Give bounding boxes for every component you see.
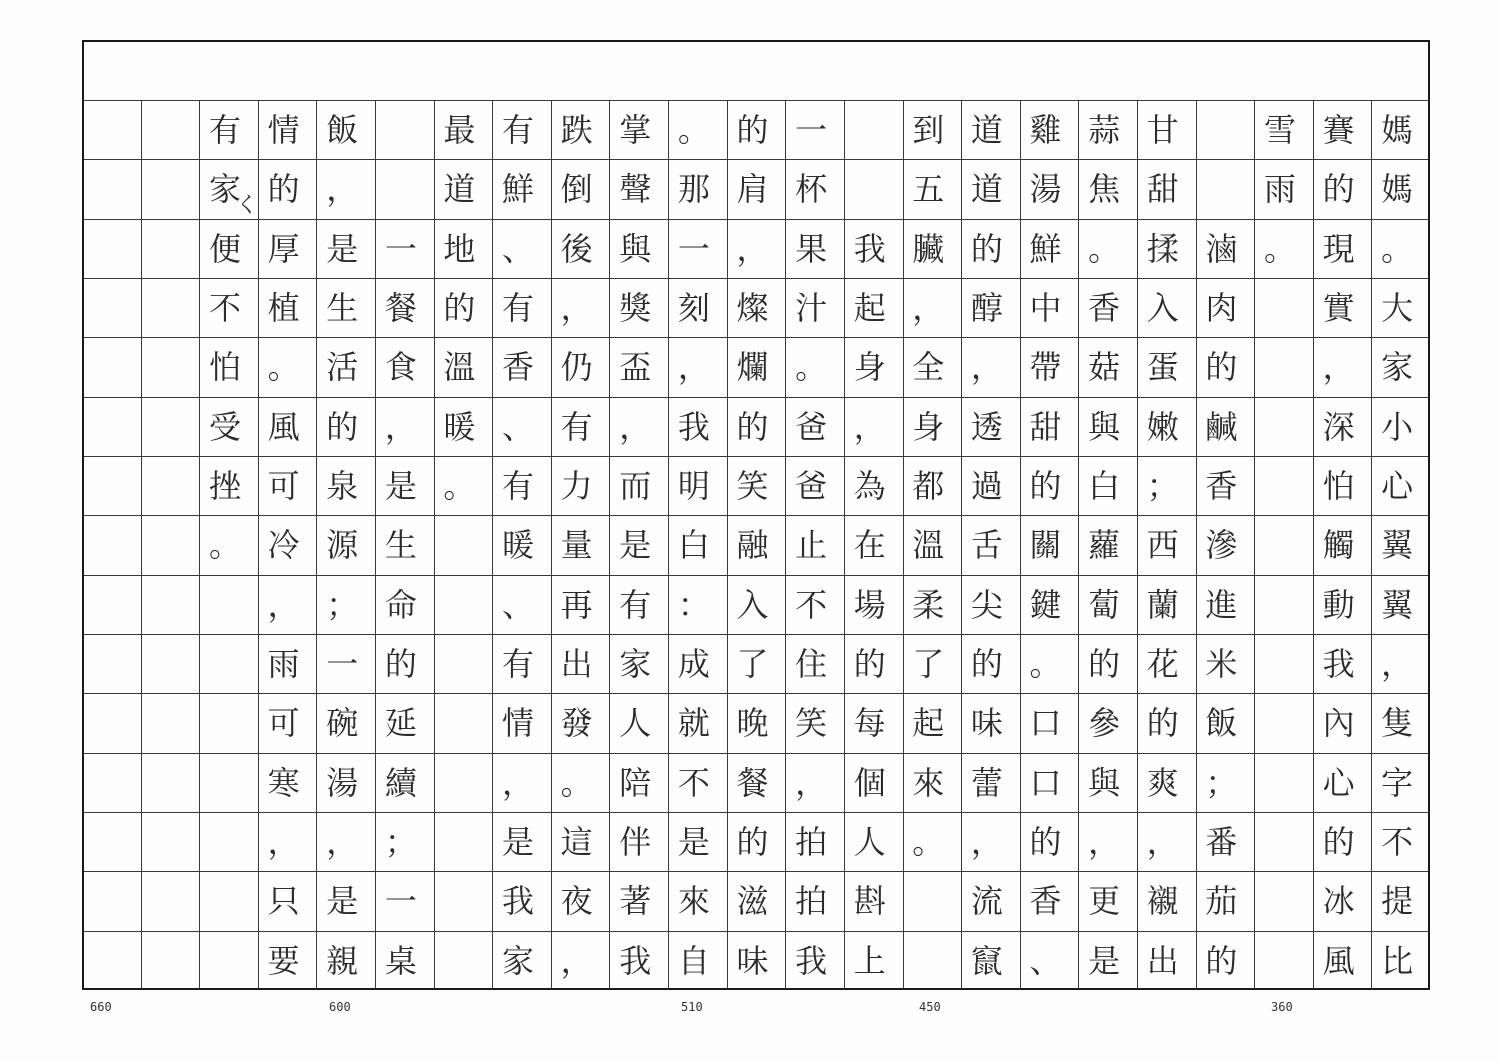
- grid-cell: 那: [668, 159, 727, 218]
- grid-cell: 柔: [903, 575, 962, 634]
- grid-cell: 白: [668, 515, 727, 574]
- grid-cell: 的: [1313, 159, 1372, 218]
- grid-cell: 延: [375, 693, 434, 752]
- grid-cell: 臟: [903, 219, 962, 278]
- grid-cell: 挫: [199, 456, 258, 515]
- grid-cell: 笑: [785, 693, 844, 752]
- grid-cell: 的: [727, 812, 786, 871]
- grid-cell: 是: [1078, 931, 1137, 990]
- grid-cell: 情: [492, 693, 551, 752]
- grid-cell: 肩: [727, 159, 786, 218]
- grid-cell: 獎: [609, 278, 668, 337]
- grid-cell: 香: [1078, 278, 1137, 337]
- grid-cell: 道: [434, 159, 493, 218]
- grid-cell: 明: [668, 456, 727, 515]
- grid-cell: 。: [434, 456, 493, 515]
- grid-cell: ，: [375, 397, 434, 456]
- grid-cell: 餐: [375, 278, 434, 337]
- grid-cell: 爽: [1137, 753, 1196, 812]
- grid-cell: 味: [727, 931, 786, 990]
- grid-cell: 到: [903, 100, 962, 159]
- grid-cell: ；: [316, 575, 375, 634]
- character-count-label: 660: [90, 1000, 112, 1014]
- grid-cell: 暖: [492, 515, 551, 574]
- grid-cell: 甜: [1020, 397, 1079, 456]
- grid-cell: 怕: [1313, 456, 1372, 515]
- grid-cell: 就: [668, 693, 727, 752]
- grid-cell: 花: [1137, 634, 1196, 693]
- grid-cell: 最: [434, 100, 493, 159]
- grid-cell: 一: [668, 219, 727, 278]
- grid-cell: 一: [316, 634, 375, 693]
- grid-cell: 中: [1020, 278, 1079, 337]
- grid-cell: 觸: [1313, 515, 1372, 574]
- grid-cell: ，: [1313, 337, 1372, 396]
- grid-cell: ；: [375, 812, 434, 871]
- grid-cell: 續: [375, 753, 434, 812]
- grid-cell: 。: [1254, 219, 1313, 278]
- grid-cell: 要: [258, 931, 317, 990]
- grid-cell: 我: [492, 871, 551, 930]
- grid-cell: 是: [609, 515, 668, 574]
- grid-cell: 。: [903, 812, 962, 871]
- grid-cell: 媽: [1371, 159, 1430, 218]
- grid-cell: 與: [609, 219, 668, 278]
- grid-cell: 爛: [727, 337, 786, 396]
- grid-cell: 、: [492, 397, 551, 456]
- grid-cell: 有: [199, 100, 258, 159]
- grid-cell: 媽: [1371, 100, 1430, 159]
- grid-cell: 鹹: [1196, 397, 1255, 456]
- grid-cell: 每: [844, 693, 903, 752]
- grid-cell: 一: [785, 100, 844, 159]
- grid-cell: 口: [1020, 693, 1079, 752]
- grid-cell: 泉: [316, 456, 375, 515]
- grid-cell: 的: [1196, 337, 1255, 396]
- grid-cell: 我: [844, 219, 903, 278]
- grid-cell: 而: [609, 456, 668, 515]
- grid-cell: 止: [785, 515, 844, 574]
- grid-cell: 蒜: [1078, 100, 1137, 159]
- grid-cell: 。: [199, 515, 258, 574]
- grid-cell: 斟: [844, 871, 903, 930]
- grid-cell: ，: [903, 278, 962, 337]
- grid-cell: 竄: [961, 931, 1020, 990]
- grid-cell: 蛋: [1137, 337, 1196, 396]
- grid-cell: 後: [551, 219, 610, 278]
- grid-cell: 怕: [199, 337, 258, 396]
- grid-cell: 可: [258, 456, 317, 515]
- grid-cell: 、: [1020, 931, 1079, 990]
- grid-cell: 來: [668, 871, 727, 930]
- grid-cell: 肉: [1196, 278, 1255, 337]
- sheet-frame: [82, 40, 1430, 990]
- grid-cell: 家: [492, 931, 551, 990]
- grid-cell: 地: [434, 219, 493, 278]
- grid-cell: 流: [961, 871, 1020, 930]
- grid-cell: 。: [551, 753, 610, 812]
- grid-cell: 命: [375, 575, 434, 634]
- grid-cell: 了: [903, 634, 962, 693]
- grid-cell: 跌: [551, 100, 610, 159]
- grid-cell: 與: [1078, 753, 1137, 812]
- grid-cell: ；: [1196, 753, 1255, 812]
- grid-cell: 出: [551, 634, 610, 693]
- grid-cell: 不: [199, 278, 258, 337]
- grid-cell: ；: [1137, 456, 1196, 515]
- grid-cell: 生: [375, 515, 434, 574]
- grid-cell: ，: [316, 812, 375, 871]
- grid-cell: 白: [1078, 456, 1137, 515]
- grid-cell: 入: [727, 575, 786, 634]
- grid-cell: 上: [844, 931, 903, 990]
- grid-cell: 溫: [903, 515, 962, 574]
- grid-cell: 受: [199, 397, 258, 456]
- grid-cell: 植: [258, 278, 317, 337]
- grid-cell: 生: [316, 278, 375, 337]
- grid-cell: 深: [1313, 397, 1372, 456]
- grid-cell: 自: [668, 931, 727, 990]
- grid-cell: 揉: [1137, 219, 1196, 278]
- grid-cell: ，: [609, 397, 668, 456]
- grid-cell: 有: [492, 278, 551, 337]
- grid-cell: 實: [1313, 278, 1372, 337]
- grid-cell: 我: [1313, 634, 1372, 693]
- grid-cell: 聲: [609, 159, 668, 218]
- grid-cell: 量: [551, 515, 610, 574]
- grid-cell: 的: [316, 397, 375, 456]
- grid-cell: 字: [1371, 753, 1430, 812]
- grid-cell: 鮮: [1020, 219, 1079, 278]
- grid-cell: 心: [1371, 456, 1430, 515]
- grid-cell: 的: [1313, 812, 1372, 871]
- grid-cell: 燦: [727, 278, 786, 337]
- grid-cell: 菇: [1078, 337, 1137, 396]
- grid-cell: 爸: [785, 397, 844, 456]
- grid-cell: 我: [668, 397, 727, 456]
- grid-cell: 厚: [258, 219, 317, 278]
- grid-cell: 不: [1371, 812, 1430, 871]
- grid-cell: 這: [551, 812, 610, 871]
- grid-cell: 爸: [785, 456, 844, 515]
- grid-cell: 有: [492, 100, 551, 159]
- grid-cell: 滷: [1196, 219, 1255, 278]
- grid-cell: 是: [316, 219, 375, 278]
- grid-cell: ，: [551, 278, 610, 337]
- grid-cell: 舌: [961, 515, 1020, 574]
- grid-cell: 心: [1313, 753, 1372, 812]
- grid-cell: 盃: [609, 337, 668, 396]
- grid-cell: 冷: [258, 515, 317, 574]
- grid-cell: 雨: [1254, 159, 1313, 218]
- character-count-label: 450: [919, 1000, 941, 1014]
- grid-cell: 現: [1313, 219, 1372, 278]
- grid-cell: 杯: [785, 159, 844, 218]
- grid-cell: 家: [609, 634, 668, 693]
- grid-cell: 隻: [1371, 693, 1430, 752]
- grid-cell: 滲: [1196, 515, 1255, 574]
- grid-cell: 起: [844, 278, 903, 337]
- grid-cell: ，: [844, 397, 903, 456]
- grid-cell: 的: [727, 397, 786, 456]
- character-count-label: 600: [329, 1000, 351, 1014]
- grid-cell: 過: [961, 456, 1020, 515]
- grid-cell: 、: [492, 219, 551, 278]
- grid-cell: ，: [961, 812, 1020, 871]
- grid-cell: 襯: [1137, 871, 1196, 930]
- grid-cell: 風: [1313, 931, 1372, 990]
- grid-cell: ，: [668, 337, 727, 396]
- grid-cell: 五: [903, 159, 962, 218]
- grid-cell: 來: [903, 753, 962, 812]
- grid-cell: 起: [903, 693, 962, 752]
- grid-cell: 尖: [961, 575, 1020, 634]
- grid-cell: 甘: [1137, 100, 1196, 159]
- grid-cell: 倒: [551, 159, 610, 218]
- grid-cell: 飯: [316, 100, 375, 159]
- grid-cell: 家: [199, 159, 258, 218]
- grid-cell: 道: [961, 159, 1020, 218]
- grid-cell: 翼: [1371, 515, 1430, 574]
- grid-cell: 米: [1196, 634, 1255, 693]
- grid-cell: 、: [492, 575, 551, 634]
- grid-cell: 與: [1078, 397, 1137, 456]
- grid-cell: 醇: [961, 278, 1020, 337]
- grid-cell: 蔔: [1078, 575, 1137, 634]
- grid-cell: 口: [1020, 753, 1079, 812]
- grid-cell: ，: [727, 219, 786, 278]
- grid-cell: 人: [609, 693, 668, 752]
- grid-cell: 是: [492, 812, 551, 871]
- grid-cell: 刻: [668, 278, 727, 337]
- grid-cell: 身: [903, 397, 962, 456]
- grid-cell: 的: [258, 159, 317, 218]
- grid-cell: 為: [844, 456, 903, 515]
- grid-cell: 茄: [1196, 871, 1255, 930]
- grid-cell: ，: [1371, 634, 1430, 693]
- grid-cell: 發: [551, 693, 610, 752]
- grid-cell: 香: [492, 337, 551, 396]
- grid-cell: 道: [961, 100, 1020, 159]
- grid-cell: ，: [492, 753, 551, 812]
- grid-cell: ，: [1078, 812, 1137, 871]
- grid-cell: 的: [727, 100, 786, 159]
- grid-cell: 。: [258, 337, 317, 396]
- grid-cell: 不: [668, 753, 727, 812]
- grid-cell: 的: [434, 278, 493, 337]
- grid-cell: 晚: [727, 693, 786, 752]
- grid-cell: 有: [609, 575, 668, 634]
- grid-cell: 蕾: [961, 753, 1020, 812]
- grid-cell: 餐: [727, 753, 786, 812]
- grid-cell: 有: [492, 456, 551, 515]
- grid-cell: 有: [492, 634, 551, 693]
- grid-cell: 是: [668, 812, 727, 871]
- grid-cell: 力: [551, 456, 610, 515]
- grid-cell: 夜: [551, 871, 610, 930]
- grid-cell: 的: [844, 634, 903, 693]
- grid-cell: 是: [316, 871, 375, 930]
- grid-cell: 西: [1137, 515, 1196, 574]
- grid-cell: 的: [1078, 634, 1137, 693]
- grid-cell: 比: [1371, 931, 1430, 990]
- grid-cell: 拍: [785, 812, 844, 871]
- grid-cell: 食: [375, 337, 434, 396]
- grid-cell: 陪: [609, 753, 668, 812]
- grid-cell: 掌: [609, 100, 668, 159]
- grid-cell: 我: [785, 931, 844, 990]
- grid-cell: 便: [199, 219, 258, 278]
- grid-cell: 雪: [1254, 100, 1313, 159]
- grid-cell: 都: [903, 456, 962, 515]
- grid-cell: 活: [316, 337, 375, 396]
- grid-cell: 伴: [609, 812, 668, 871]
- grid-cell: 關: [1020, 515, 1079, 574]
- grid-cell: 進: [1196, 575, 1255, 634]
- grid-cell: 的: [961, 634, 1020, 693]
- grid-cell: 焦: [1078, 159, 1137, 218]
- grid-cell: 更: [1078, 871, 1137, 930]
- grid-cell: 有: [551, 397, 610, 456]
- grid-cell: 。: [785, 337, 844, 396]
- grid-cell: 汁: [785, 278, 844, 337]
- grid-cell: 一: [375, 871, 434, 930]
- grid-cell: ：: [668, 575, 727, 634]
- grid-cell: 冰: [1313, 871, 1372, 930]
- grid-cell: 帶: [1020, 337, 1079, 396]
- grid-cell: 蘭: [1137, 575, 1196, 634]
- grid-cell: 一: [375, 219, 434, 278]
- grid-cell: 翼: [1371, 575, 1430, 634]
- grid-cell: 的: [961, 219, 1020, 278]
- grid-cell: 人: [844, 812, 903, 871]
- grid-cell: 寒: [258, 753, 317, 812]
- grid-cell: 場: [844, 575, 903, 634]
- grid-cell: 源: [316, 515, 375, 574]
- grid-cell: 。: [1371, 219, 1430, 278]
- grid-cell: 賽: [1313, 100, 1372, 159]
- grid-cell: 番: [1196, 812, 1255, 871]
- grid-cell: 小: [1371, 397, 1430, 456]
- grid-cell: 香: [1020, 871, 1079, 930]
- grid-cell: ，: [785, 753, 844, 812]
- grid-cell: 風: [258, 397, 317, 456]
- character-count-label: 510: [681, 1000, 703, 1014]
- grid-cell: 。: [668, 100, 727, 159]
- grid-cell: ，: [316, 159, 375, 218]
- grid-cell: 內: [1313, 693, 1372, 752]
- character-count-label: 360: [1271, 1000, 1293, 1014]
- grid-cell: 的: [1196, 931, 1255, 990]
- grid-cell: 的: [1020, 456, 1079, 515]
- grid-cell: 情: [258, 100, 317, 159]
- grid-cell: 雨: [258, 634, 317, 693]
- grid-cell: 出: [1137, 931, 1196, 990]
- grid-cell: ，: [551, 931, 610, 990]
- grid-cell: 在: [844, 515, 903, 574]
- grid-cell: ，: [258, 575, 317, 634]
- grid-cell: 參: [1078, 693, 1137, 752]
- grid-cell: 蘿: [1078, 515, 1137, 574]
- grid-cell: 個: [844, 753, 903, 812]
- grid-cell: 笑: [727, 456, 786, 515]
- grid-cell: 的: [1020, 812, 1079, 871]
- grid-cell: 不: [785, 575, 844, 634]
- grid-cell: ，: [961, 337, 1020, 396]
- grid-cell: 全: [903, 337, 962, 396]
- grid-cell: 溫: [434, 337, 493, 396]
- grid-cell: 再: [551, 575, 610, 634]
- grid-cell: 。: [1020, 634, 1079, 693]
- grid-cell: 桌: [375, 931, 434, 990]
- grid-cell: ，: [1137, 812, 1196, 871]
- grid-cell: 我: [609, 931, 668, 990]
- grid-cell: 滋: [727, 871, 786, 930]
- grid-cell: 著: [609, 871, 668, 930]
- grid-cell: 是: [375, 456, 434, 515]
- grid-cell: 果: [785, 219, 844, 278]
- grid-cell: 了: [727, 634, 786, 693]
- grid-cell: 味: [961, 693, 1020, 752]
- grid-cell: 的: [375, 634, 434, 693]
- grid-cell: 親: [316, 931, 375, 990]
- grid-cell: 仍: [551, 337, 610, 396]
- grid-cell: 成: [668, 634, 727, 693]
- grid-cell: 鮮: [492, 159, 551, 218]
- grid-cell: 提: [1371, 871, 1430, 930]
- grid-cell: 融: [727, 515, 786, 574]
- grid-cell: 飯: [1196, 693, 1255, 752]
- grid-cell: 雞: [1020, 100, 1079, 159]
- grid-cell: 可: [258, 693, 317, 752]
- grid-cell: 只: [258, 871, 317, 930]
- grid-cell: 嫩: [1137, 397, 1196, 456]
- grid-cell: 。: [1078, 219, 1137, 278]
- grid-cell: 入: [1137, 278, 1196, 337]
- grid-cell: 住: [785, 634, 844, 693]
- grid-cell: 大: [1371, 278, 1430, 337]
- grid-cell: 的: [1137, 693, 1196, 752]
- grid-cell: 家: [1371, 337, 1430, 396]
- insertion-mark: く: [236, 193, 259, 218]
- grid-cell: 鍵: [1020, 575, 1079, 634]
- grid-cell: 香: [1196, 456, 1255, 515]
- grid-cell: 拍: [785, 871, 844, 930]
- grid-cell: 暖: [434, 397, 493, 456]
- grid-cell: 甜: [1137, 159, 1196, 218]
- grid-cell: 碗: [316, 693, 375, 752]
- grid-cell: ，: [258, 812, 317, 871]
- grid-cell: 身: [844, 337, 903, 396]
- grid-cell: 動: [1313, 575, 1372, 634]
- grid-cell: 湯: [316, 753, 375, 812]
- grid-cell: 透: [961, 397, 1020, 456]
- grid-cell: 湯: [1020, 159, 1079, 218]
